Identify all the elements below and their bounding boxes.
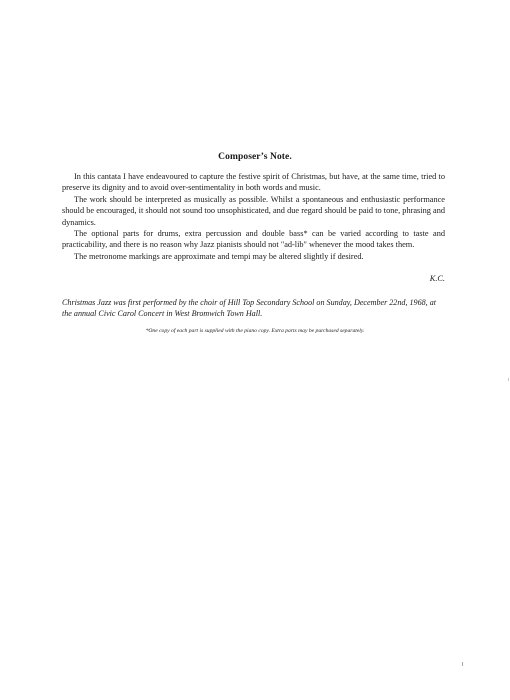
scan-mark <box>508 378 509 381</box>
scan-mark <box>462 662 463 666</box>
note-paragraph-3: The optional parts for drums, extra percussion and double bass* can be varied according to taste and practicability, and there is no reason why Jazz pianists should not "ad-lib" whenever the mood takes them. <box>62 229 445 250</box>
note-paragraph-4: The metronome markings are approximate and tempi may be altered slightly if desired. <box>74 251 364 261</box>
footnote: *One copy of each part is supplied with the piano copy. Extra parts may be purchased separately. <box>145 328 365 334</box>
premiere-note: Christmas Jazz was first performed by the choir of Hill Top Secondary School on Sunday, December 22nd, 1968, at the annual Civic Carol Concert in West Bromwich Town Hall. <box>62 298 437 319</box>
note-paragraph-2: The work should be interpreted as musically as possible. Whilst a spontaneous and enthusiastic performance should be encouraged, it should not sound too unsophisticated, and due regard should be paid to tone, phrasing and dynamics. <box>62 194 445 227</box>
note-paragraph-1: In this cantata I have endeavoured to capture the festive spirit of Christmas, but have, at the same time, tried to preserve its dignity and to avoid over-sentimentality in both words and music. <box>62 172 445 193</box>
composer-initials: K.C. <box>429 274 445 283</box>
composers-note-body <box>62 171 445 262</box>
page-title: Composer’s Note. <box>218 152 292 162</box>
